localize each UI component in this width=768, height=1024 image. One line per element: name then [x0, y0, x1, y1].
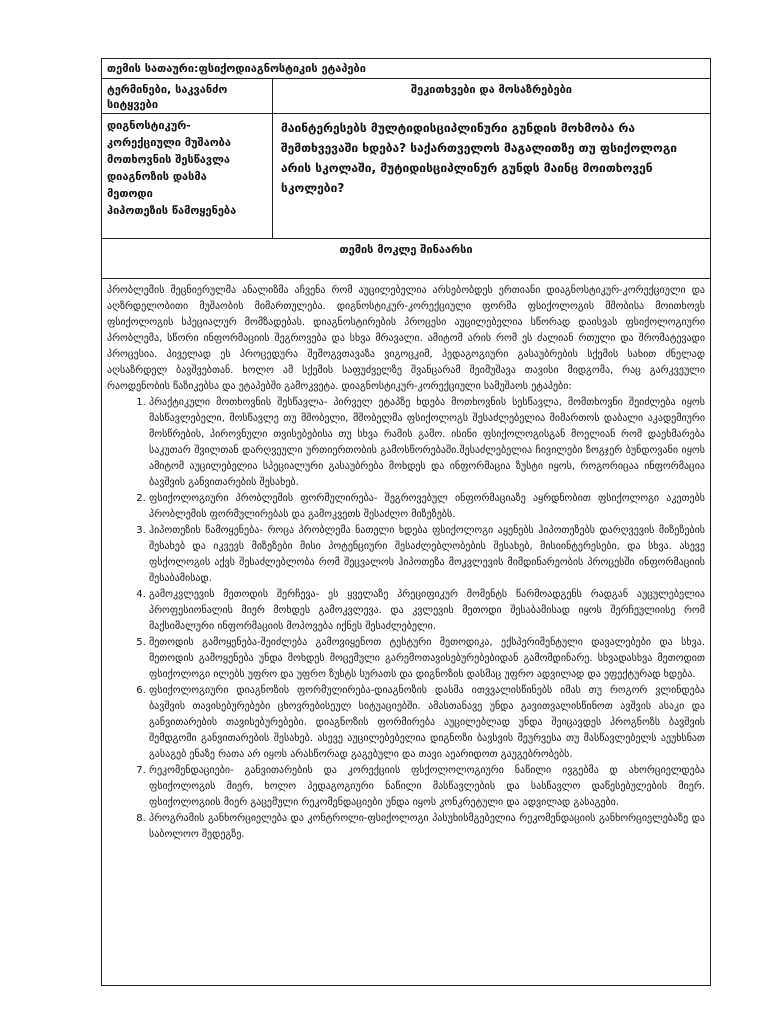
terms-list	[102, 114, 273, 238]
header-row	[102, 79, 710, 114]
summary-content	[102, 279, 710, 985]
term-item: დიგნოსტიკურ-	[107, 119, 191, 132]
term-item: მოთხოვნის შესწავლა	[107, 153, 230, 166]
term-item: დიაგნოზის დასმა	[107, 170, 207, 183]
step-item: 4. გამოკვლევის მეთოდის შერჩევა- ეს ყველაზე პრეციფიკურ მომენტს წარმოადგენს რადგან აუცულებელია პროფესიონალის მიერ მოხდეს გამოკვლევა. და კვლევის მეთოდი შესაბამისად იყოს შერჩეულიისე რომ მაქსიმალური ინფორმაციის მოპოვება იქნეს შესაძლებელი.	[149, 587, 705, 635]
term-item: ჰიპოთეზის წამოყენება	[107, 204, 237, 217]
step-item: 1. პრაქტიკული მოთხოვნის შესწავლა- პირველ ეტაპზე ხდება მოთხოვნის სესწავლა, მომთხოვნი შეიძლება იყოს მასწავლებელი, მოსწავლე თუ მშობელი, მშობელმა ფსიქოლოგს შესაძლებელია მიმართოს დაბალი აკადემიური მოსწრების, პიროვნული თვისებებისა თუ სხვა რამის გამო. ისინი ფსიქოლოგისგან მოელიან რომ დაეხმარება საკუთარ შვილთან დარღვეული ურთიერთობის გამოსწორებაში.შესაძლებელია ჩივილები ზოგჯერ ბუნდოვანი იყოს ამიტომ აუცილებელია სპეციალური გასაუბრება მოხდეს და ინფორმაცია ზუსტი იყოს, როგორიცაა ინფორმაცია ბავშვის განვითარების შესახებ.	[149, 395, 705, 491]
questions-header: შეკითხვები და მოსაზრებები	[411, 83, 572, 96]
term-item: კორექციული მუშაობა	[107, 136, 231, 149]
step-item: 3. ჰიპოთეზის წამოყენება- როცა პრობლემა ნათელი ხდება ფსიქოლოგი აყენებს ჰიპოთეზებს დარღვევის მიზეზების შესახებ და იკვევს მიზეზები მისი პოტენციური შესაძლებლობების შესახებ, მისიინტერესები, და სხვა. ასევე ფსქოლოგის აქვს შესაძლებლობა რომ შეცვალოს ჰიპოთეზა მოკვლევის მიმდინარეობის პროცესში ინფორმაციის შესაბამისად.	[149, 523, 705, 587]
question-cell	[273, 114, 710, 238]
term-item: მეთოდი	[107, 187, 153, 200]
step-item: 7. რეკომენდაციები- განვითარების და კორექციის ფსქოლოლოგიური ნაწილი ივგებმა დ ახორციელდება ფსიქოლოგის მიერ, ხოლო პედაგოგიური ნაწილი მასწავლების და სასწავლო დაწესებულების მიერ. ფსიქოლოგიის მიერ გაცემული რეკომენდაციები უნდა იყოს კონკრეტული და ადვილად გასაგები.	[149, 763, 705, 811]
intro-paragraph: პრობლემის მეცნიერულმა ანალიზმა აჩვენა რომ აუცილებელია არსებობდეს ერთიანი დიაგნოსტიკურ-კორექციული და აღზრდელობითი მუშაობის მიმართულება. დიგნოსტიკურ-კორექციული ფორმა ფსიქოლოგის მშობისა მოითხოვს ფსიქოლოგის სპეციალურ მომზადებას. დიაგნოსტირების პროცესი აუცილებელია სწორად დაისვას ფსიქოლოგიური პრობლემა, სწორი ინფორმაციის შეგროვება და სხვა მრავალი. ამიტომ არის რომ ეს ძალიან რთული და შრომატევადი პროცესია. პიველად ეს პროცედურა შემოგვთავაზა ვიგოცკიმ, პედაგოგიური გასაუბრების სქემის სახით ძნელად აღსაზრდელ ბავშვებთან. ხოლო ამ სქემის საფუძველზე შვანცარამ შეიმუშავა თავისი მიდგომა, რაც გარკვეული რაოდენობის წაზიკებსა და ეტაპებში გამოკვეტა. დიაგნოსტიკურ-კორექციული სამუშაოს ეტაპები:	[107, 285, 705, 392]
step-item: 5. მეთოდის გამოყენება-შეიძლება გამოვიყენოთ ტესტური მეთოდიკა, ექსპერიმენტული დავალებები და სხვა. მეთოდის გამოყენება უნდა მოხდეს მოცემული გარემოთავისებურებებიდან გამომდინარე. სხვადასხვა მეთოდით ფსიქოლოგი ილებს უფრო და უფრო ზუსტს სურათს და დიგნოზის დასმაც უფრო ადვილად და ეფექტურად ხდება.	[149, 635, 705, 683]
step-item: 6. ფსიქოლოგიური დიაგნოზის ფორმულირება-დიაგნოზის დასმა ითვვალისწინებს იმას თუ როგორ ვლინდება ბავშვის თავისებურებები ცხოვრებისეულ სიტუაციებში. ამასთანავე უნდა გავითვალისწინოთ ავშვის ასაკი და განვითარების თავისებურებები. დიაგნოზის ფორმირება აუცილებლად უნდა შეიცავდეს პროგნოზს ბავშვის შემდგომი განვითარების შესახებ. ასევე აუცილებებელია დიგნოზი ბავსვის მეურვესა თუ მასწავლებელს აეუხსნათ გასაგებ ენაზე რათა არ იყოს არასწორად გაგებული და თავი აეარიდოთ გაუგებრობებს.	[149, 683, 705, 763]
step-item: 2. ფსიქოლოგიური პრობლემის ფორმულირება- შეგროვებულ ინფორმაციაზე აყრდნობით ფსიქოლოგი აკეთებს პრობლემის ფორმულირებას და გამოკვეთს შესაძლო მიზეზებს.	[149, 491, 705, 523]
topic-title: თემის სათაური:ფსიქოდიაგნოსტიკის ეტაპები	[102, 59, 710, 79]
terms-header: ტერმინები, საკვანძო სიტყვები	[102, 79, 273, 113]
steps-list	[107, 395, 705, 843]
terms-row	[102, 114, 710, 239]
question-text: მაინტერესებს მულტიდისციპლინური გუნდის მოხმობა რა შემთხვევაში ხდება? საქართველოს მაგალითზე თუ ფსიქოლოგი არის სკოლაში, მუტიდისციპლინურ გუნდს მაინც მოითხოვენ სკოლები?	[281, 121, 678, 195]
document-table	[101, 58, 711, 986]
step-item: 8. პროგრამის განხორციელება და კონტროლი-ფსიქოლოგი პასუხისმგებელია რეკომენდაციის განხორციელებაზე და საბოლოო შედეგზე.	[149, 811, 705, 843]
summary-title: თემის მოკლე შინაარსი	[102, 239, 710, 279]
